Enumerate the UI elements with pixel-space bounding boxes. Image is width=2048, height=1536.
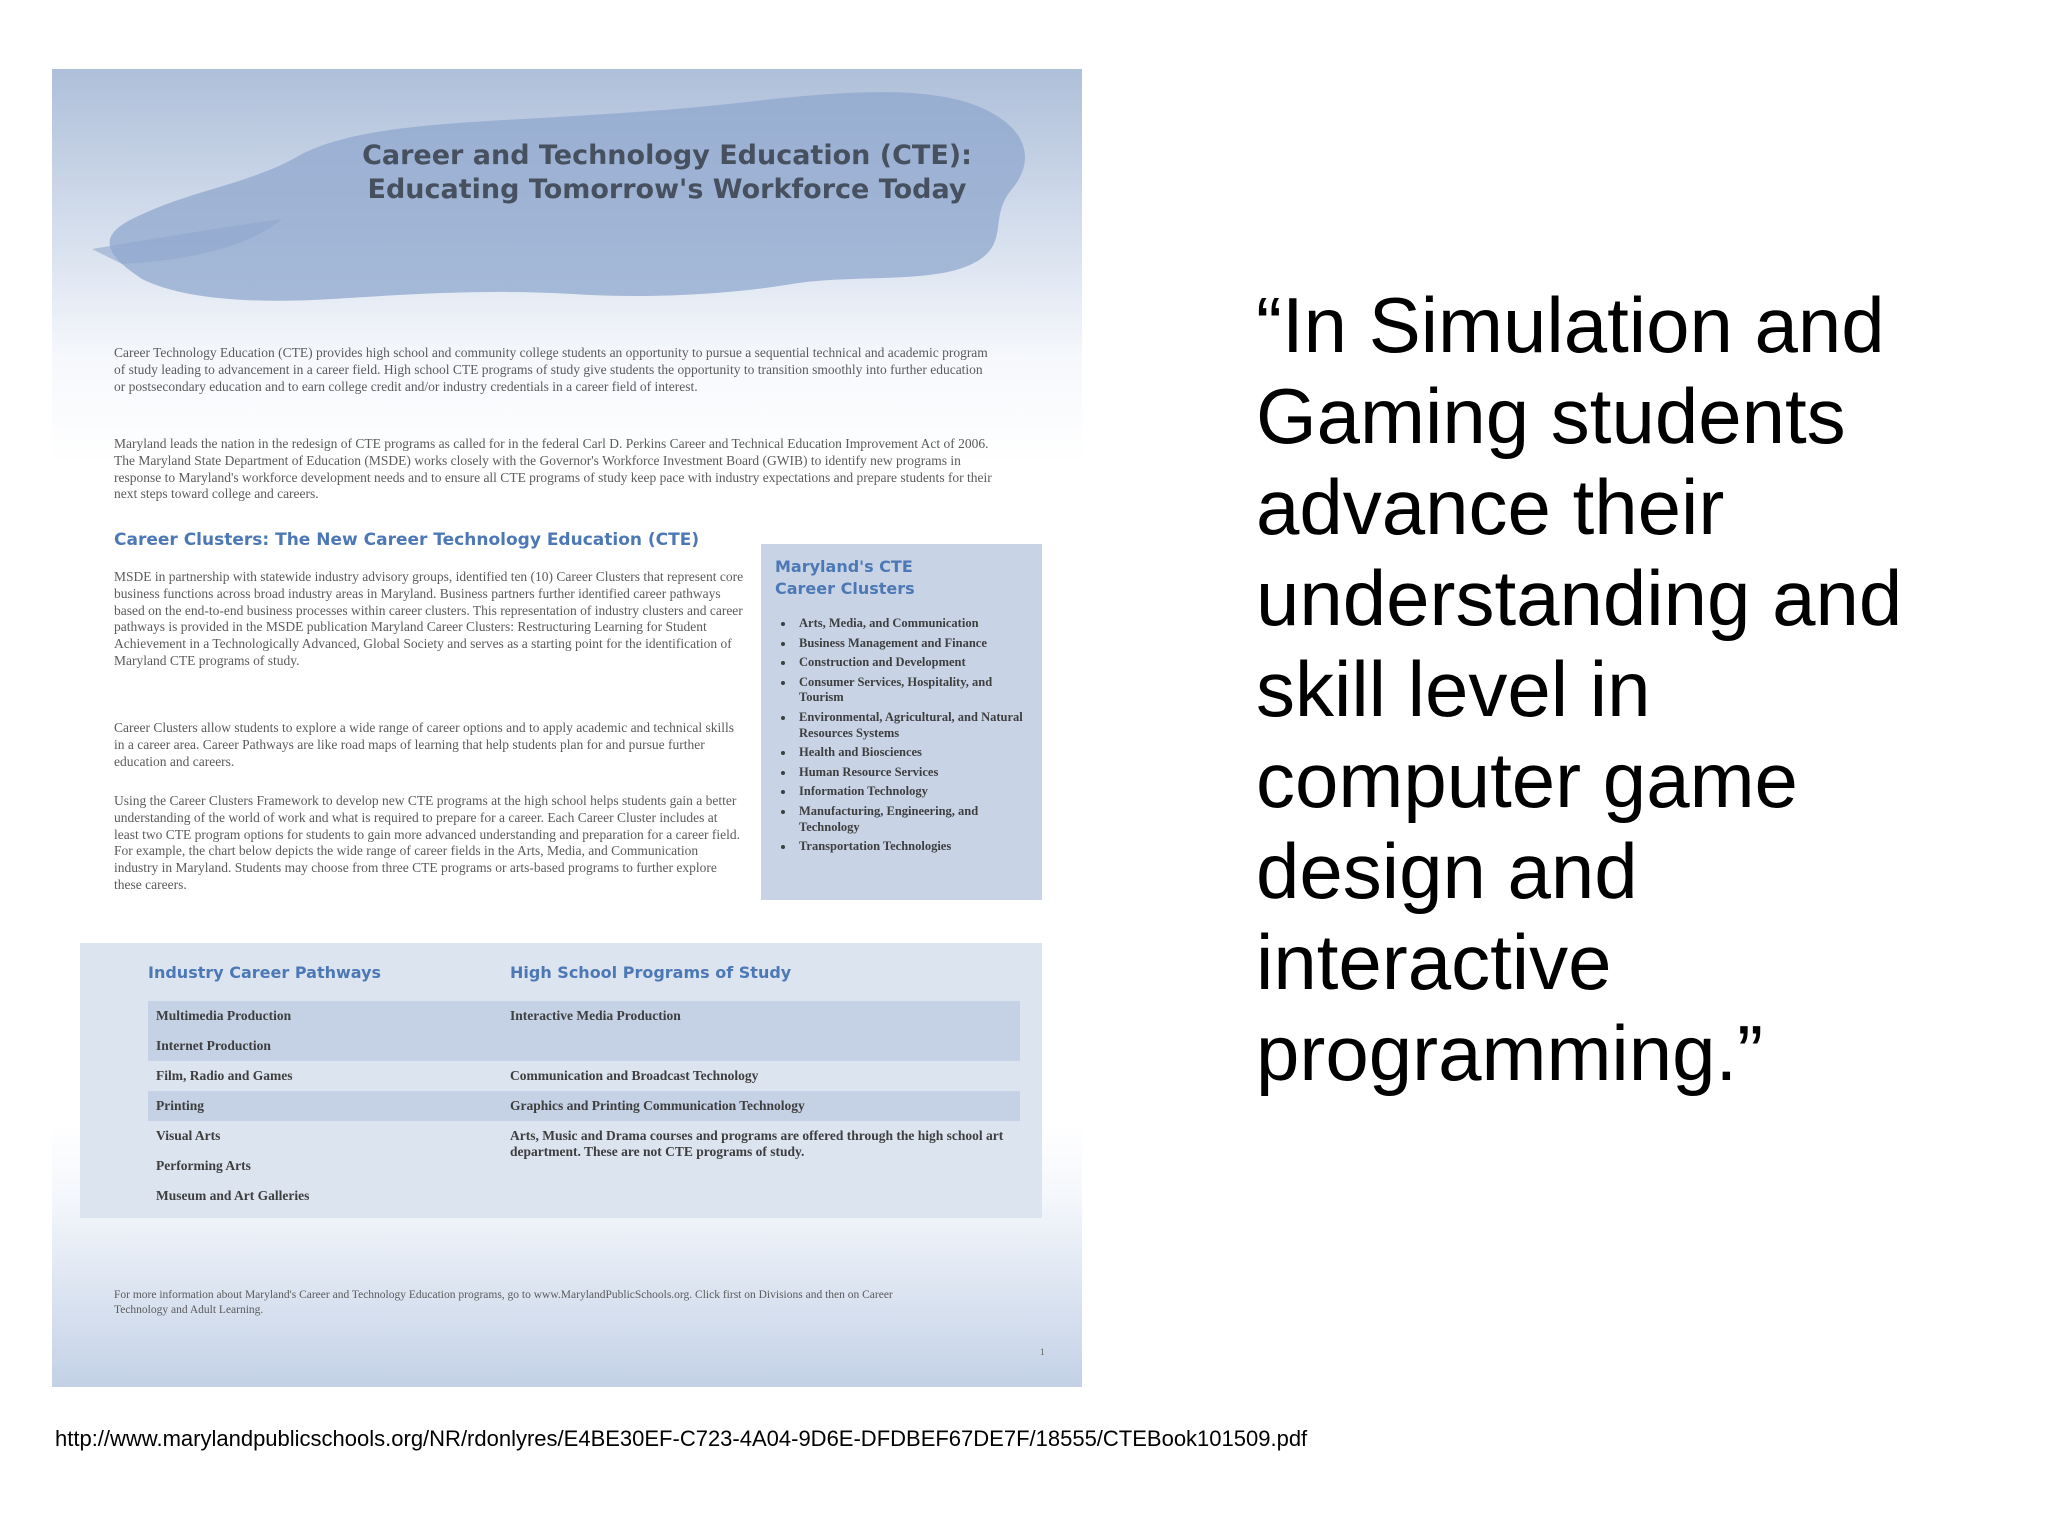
pathways-header-left: Industry Career Pathways	[148, 963, 382, 982]
list-item: • Manufacturing, Engineering, and Technology	[795, 804, 1028, 835]
intro-paragraph-2: Maryland leads the nation in the redesign of CTE programs as called for in the federal Carl D. Perkins Career and Technical Education Improvement Act of 2006. The Maryland State Department of Education (MSDE) works closely with the Governor's Workforce Investment Board (GWIB) to identify new programs in response to Maryland's workforce development needs and to ensure all CTE programs of study keep pace with industry expectations and prepare students for their next steps toward college and careers.	[114, 436, 992, 502]
table-cell: Communication and Broadcast Technology	[510, 1068, 759, 1083]
list-item: • Arts, Media, and Communication	[795, 616, 1028, 632]
table-row	[148, 1181, 1020, 1211]
sidebar-title: Maryland's CTE Career Clusters	[775, 557, 915, 598]
section-heading: Career Clusters: The New Career Technology Education (CTE)	[114, 530, 700, 550]
career-clusters-list	[775, 616, 1028, 855]
document-title-line-2: Educating Tomorrow's Workforce Today	[367, 174, 967, 205]
table-row	[148, 1001, 1020, 1031]
list-item: • Business Management and Finance	[795, 636, 1028, 652]
clusters-paragraph-3: Using the Career Clusters Framework to develop new CTE programs at the high school helps students gain a better understanding of the world of work and what is required to prepare for a career. Each Career Cluster includes at least two CTE program options for students to gain more advanced understanding and preparation for a career field. For example, the chart below depicts the wide range of career fields in the Arts, Media, and Communication industry in Maryland. Students may choose from three CTE programs or arts-based programs to further explore these careers.	[114, 793, 741, 892]
list-item: • Transportation Technologies	[795, 839, 1028, 855]
pathways-header-right: High School Programs of Study	[510, 963, 792, 982]
list-item: • Construction and Development	[795, 655, 1028, 671]
table-cell: Printing	[156, 1098, 205, 1113]
list-item: • Health and Biosciences	[795, 745, 1028, 761]
table-cell: Arts, Music and Drama courses and programs are offered through the high school art department. These are not CTE programs of study.	[510, 1128, 1004, 1159]
table-cell: Internet Production	[156, 1038, 271, 1053]
clusters-paragraph-1: MSDE in partnership with statewide industry advisory groups, identified ten (10) Career Clusters that represent core business functions across broad industry areas in Maryland. Business partners further identified career pathways based on the end-to-end business processes within career clusters. This representation of industry clusters and career pathways is provided in the MSDE publication Maryland Career Clusters: Restructuring Learning for Student Achievement in a Technologically Advanced, Global Society and serves as a starting point for the identification of Maryland CTE programs of study.	[114, 569, 744, 668]
table-row	[148, 1061, 1020, 1091]
slide-quote: “In Simulation and Gaming students advance their understanding and skill level in computer game design and interactive programming.”	[1256, 281, 1903, 1097]
table-cell: Museum and Art Galleries	[156, 1188, 310, 1203]
list-item: • Environmental, Agricultural, and Natural Resources Systems	[795, 710, 1028, 741]
list-item: • Human Resource Services	[795, 765, 1028, 781]
table-row	[148, 1121, 1020, 1159]
clusters-paragraph-2: Career Clusters allow students to explore a wide range of career options and to apply academic and technical skills in a career area. Career Pathways are like road maps of learning that help students plan for and pursue further education and careers.	[114, 720, 735, 769]
source-url: http://www.marylandpublicschools.org/NR/rdonlyres/E4BE30EF-C723-4A04-9D6E-DFDBEF67DE7F/18555/CTEBook101509.pdf	[55, 1426, 1308, 1451]
embedded-document-image	[52, 69, 1082, 1387]
table-cell: Visual Arts	[156, 1128, 221, 1143]
pathways-table	[80, 943, 1042, 1218]
list-item: • Consumer Services, Hospitality, and Tourism	[795, 675, 1028, 706]
document-title	[302, 139, 1032, 207]
table-cell: Performing Arts	[156, 1158, 251, 1173]
document-footer: For more information about Maryland's Career and Technology Education programs, go to www.MarylandPublicSchools.org. Click first on Divisions and then on Career Technology and Adult Learning.	[114, 1289, 893, 1316]
table-cell: Graphics and Printing Communication Technology	[510, 1098, 805, 1113]
table-row	[148, 1151, 1020, 1181]
intro-paragraph-1: Career Technology Education (CTE) provides high school and community college students an opportunity to pursue a sequential technical and academic program of study leading to advancement in a career field. High school CTE programs of study give students the opportunity to transition smoothly into further education or postsecondary education and to earn college credit and/or industry credentials in a career field of interest.	[114, 345, 988, 394]
career-clusters-sidebar	[761, 544, 1042, 900]
list-item: • Information Technology	[795, 784, 1028, 800]
table-row	[148, 1091, 1020, 1121]
table-cell: Multimedia Production	[156, 1008, 292, 1023]
table-cell: Interactive Media Production	[510, 1008, 681, 1023]
table-row	[148, 1031, 1020, 1061]
table-cell: Film, Radio and Games	[156, 1068, 293, 1083]
page-number: 1	[1040, 1347, 1045, 1357]
document-title-line-1: Career and Technology Education (CTE):	[362, 140, 972, 171]
